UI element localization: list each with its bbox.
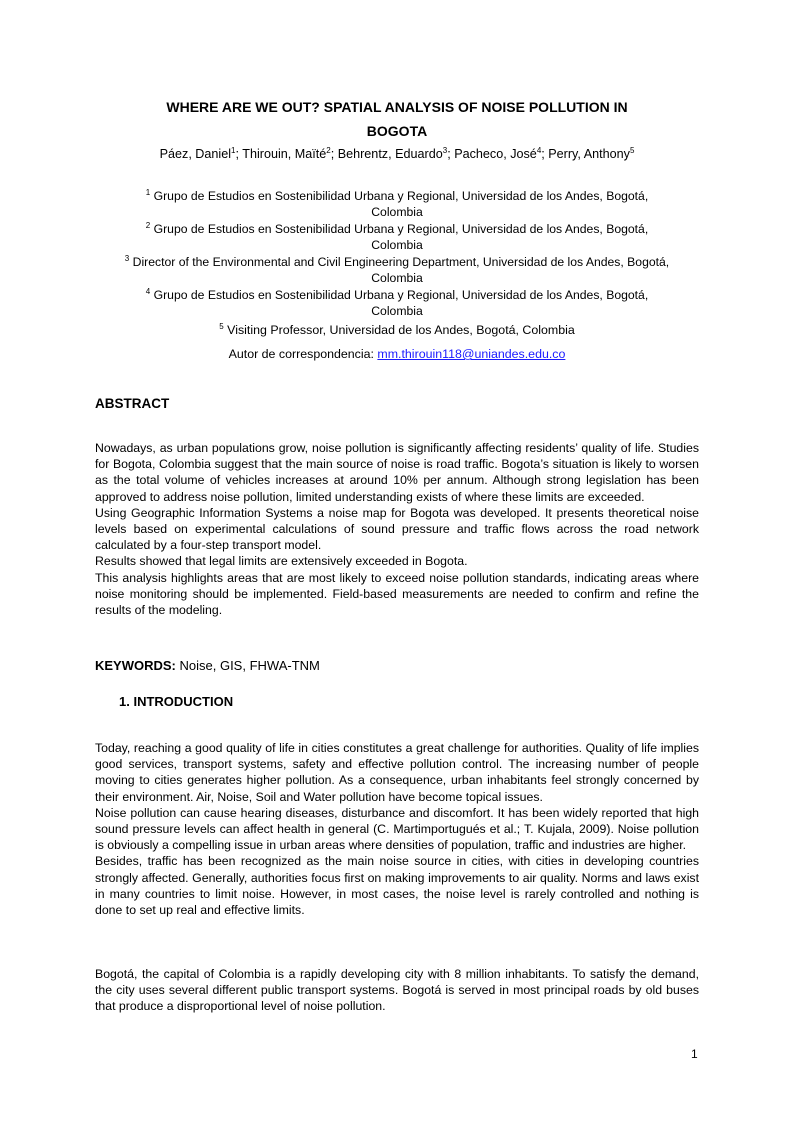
author-name: Behrentz, Eduardo bbox=[337, 147, 443, 161]
abstract-paragraph: Results showed that legal limits are extensively exceeded in Bogota. bbox=[95, 554, 468, 569]
author-name: Thirouin, Maïté bbox=[242, 147, 327, 161]
affiliation-country: Colombia bbox=[371, 304, 423, 318]
affiliation-text: Grupo de Estudios en Sostenibilidad Urbana y Regional, Universidad de los Andes, Bogotá, bbox=[153, 288, 649, 302]
correspondence-email-link[interactable]: mm.thirouin118@uniandes.edu.co bbox=[377, 347, 566, 361]
abstract-body bbox=[95, 440, 699, 618]
affiliation-country: Colombia bbox=[371, 205, 423, 219]
affiliation-text: Grupo de Estudios en Sostenibilidad Urbana y Regional, Universidad de los Andes, Bogotá, bbox=[153, 222, 649, 236]
introduction-body bbox=[95, 740, 699, 918]
paragraph: Bogotá, the capital of Colombia is a rapidly developing city with 8 million inhabitants. To satisfy the demand, the city uses several different public transport systems. Bogotá is served in most principal roads by old buses that produce a disproportional level of noise pollution. bbox=[95, 967, 699, 1014]
correspondence-line bbox=[88, 346, 706, 362]
affiliation bbox=[88, 221, 706, 253]
affiliation bbox=[88, 322, 706, 338]
affiliation-line bbox=[88, 188, 706, 204]
author-affiliation-marker: 2 bbox=[326, 145, 331, 155]
author-separator: ; bbox=[541, 147, 549, 161]
affiliation-number: 1 bbox=[145, 187, 151, 197]
affiliation-line bbox=[88, 322, 706, 338]
affiliation-line bbox=[88, 287, 706, 303]
author-separator: ; bbox=[330, 147, 338, 161]
affiliation-number: 2 bbox=[145, 220, 151, 230]
abstract-paragraph: This analysis highlights areas that are most likely to exceed noise pollution standards, indicating areas where noise monitoring should be implemented. Field-based measurements are needed to confirm and refine the results of the modeling. bbox=[95, 570, 699, 618]
affiliation-number: 5 bbox=[219, 321, 224, 331]
introduction-heading: 1. INTRODUCTION bbox=[119, 694, 234, 709]
abstract-paragraph: Using Geographic Information Systems a noise map for Bogota was developed. It presents theoretical noise levels based on experimental calculations of sound pressure and traffic flows across the road network calculated by a four-step transport model. bbox=[95, 505, 699, 553]
abstract-paragraph: Nowadays, as urban populations grow, noise pollution is significantly affecting residents’ quality of life. Studies for Bogota, Colombia suggest that the main source of noise is road traffic. Bogota’s situation is likely to worsen as the total volume of vehicles increases at around 10% per annum. Although strong legislation has been approved to address noise pollution, limited understanding exists of where these limits are exceeded. bbox=[95, 441, 699, 504]
introduction-paragraph-last bbox=[95, 966, 699, 1015]
author-affiliation-marker: 3 bbox=[442, 145, 448, 155]
affiliation bbox=[88, 287, 706, 319]
author-affiliation-marker: 4 bbox=[536, 145, 542, 155]
correspondence-label: Autor de correspondencia: bbox=[228, 347, 378, 361]
affiliation-number: 3 bbox=[124, 253, 130, 263]
author-name: Perry, Anthony bbox=[548, 147, 630, 161]
introduction-paragraph: Noise pollution can cause hearing diseases, disturbance and discomfort. It has been widely reported that high sound pressure levels can affect health in general (C. Martimportugués et al.; T. Kujala, 2009). Noise pollution is obviously a compelling issue in urban areas where densities of population, traffic and industries are higher. bbox=[95, 805, 699, 853]
affiliation-country: Colombia bbox=[371, 271, 423, 285]
affiliation-text: Director of the Environmental and Civil Engineering Department, Universidad de los Andes, Bogotá, bbox=[132, 255, 670, 269]
author-separator: ; bbox=[235, 147, 243, 161]
author-affiliation-marker: 5 bbox=[629, 145, 635, 155]
affiliation bbox=[88, 254, 706, 286]
author-list bbox=[95, 145, 699, 163]
paper-title bbox=[95, 95, 699, 143]
title-line-2: BOGOTA bbox=[366, 123, 428, 139]
introduction-paragraph: Today, reaching a good quality of life in cities constitutes a great challenge for authorities. Quality of life implies good services, transport systems, safety and effective pollution control. The increasing number of people moving to cities generates higher pollution. As a consequence, urban inhabitants feel strongly concerned by their environment. Air, Noise, Soil and Water pollution have become topical issues. bbox=[95, 741, 699, 804]
affiliation-text: Visiting Professor, Universidad de los Andes, Bogotá, Colombia bbox=[227, 323, 575, 337]
affiliation-line bbox=[88, 221, 706, 237]
affiliation-line bbox=[88, 254, 706, 270]
abstract-heading: ABSTRACT bbox=[95, 396, 170, 411]
author-separator: ; bbox=[447, 147, 455, 161]
affiliation bbox=[88, 188, 706, 220]
affiliation-text: Grupo de Estudios en Sostenibilidad Urbana y Regional, Universidad de los Andes, Bogotá, bbox=[153, 189, 649, 203]
keywords-value: Noise, GIS, FHWA-TNM bbox=[175, 658, 320, 673]
author-affiliation-marker: 1 bbox=[231, 145, 236, 155]
affiliation-number: 4 bbox=[145, 286, 151, 296]
author-name: Páez, Daniel bbox=[159, 147, 232, 161]
introduction-paragraph: Besides, traffic has been recognized as the main noise source in cities, with cities in developing countries strongly affected. Generally, authorities focus first on making improvements to air quality. Norms and laws exist in many countries to limit noise. However, in most cases, the noise level is rarely controlled and nothing is done to set up real and effective limits. bbox=[95, 854, 699, 918]
author-name: Pacheco, José bbox=[454, 147, 537, 161]
keywords-line bbox=[95, 658, 320, 673]
affiliation-country: Colombia bbox=[371, 238, 423, 252]
keywords-label: KEYWORDS: bbox=[95, 658, 176, 673]
title-line-1: WHERE ARE WE OUT? SPATIAL ANALYSIS OF NOISE POLLUTION IN bbox=[166, 99, 628, 115]
page-number: 1 bbox=[691, 1047, 698, 1061]
